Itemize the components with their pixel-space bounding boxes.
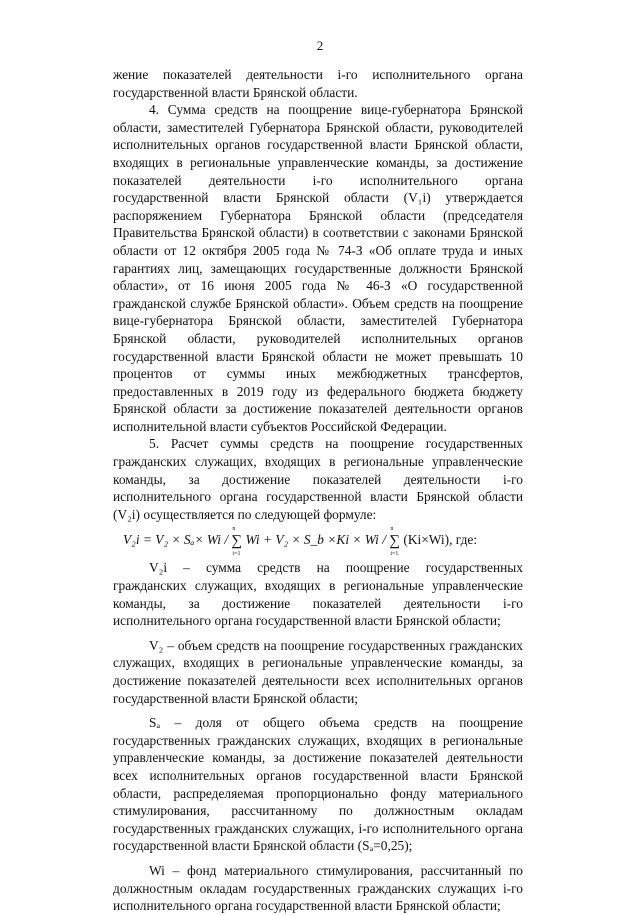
definition-v2i: V₂i – сумма средств на поощрение государственных гражданских служащих, входящих в региональные управленческие команды, за достижение показателей деятельности i-го исполнительного органа государственной власти Брянской области;: [113, 560, 523, 629]
definition-wi: Wi – фонд материального стимулирования, рассчитанный по должностным окладам государственных гражданских служащих i-го исполнительного органа государственной власти Брянской области;: [113, 862, 523, 914]
definition-sa: Sₐ – доля от общего объема средств на поощрение государственных гражданских служащих, входящих в региональные управленческие команды, за достижение показателей деятельности всех исполнительных органов государственной власти Брянской области, распределяемая пропорционально фонду материального стимулирования, рассчитанному по должностным окладам государственных гражданских служащих, i-го исполнительного органа государственной власти Брянской области (Sₐ=0,25);: [113, 715, 523, 854]
formula-part2: Wi + V₂ × S_b ×Ki × Wi /: [245, 532, 386, 548]
paragraph-5: 5. Расчет суммы средств на поощрение государственных гражданских служащих, входящих в региональные управленческие команды, за достижение показателей деятельности i-го исполнительного органа государственной власти Брянской области (V₂i) осуществляется по следующей формуле:: [113, 436, 523, 522]
paragraph-continuation: жение показателей деятельности i-го исполнительного органа государственной власти Брянской области.: [113, 67, 523, 100]
formula: [113, 526, 523, 558]
document-body: [113, 66, 523, 915]
sum-symbol-1: ∑ n i=1: [231, 526, 243, 558]
definition-v2: V₂ – объем средств на поощрение государственных гражданских служащих, входящих в региональные управленческие команды, за достижение показателей деятельности всех исполнительных органов государственной власти Брянской области;: [113, 637, 523, 706]
sum-symbol-2: ∑ n i=1: [389, 526, 401, 558]
paragraph-4: 4. Сумма средств на поощрение вице-губернатора Брянской области, заместителей Губернатора Брянской области, руководителей исполнительных органов государственной власти Брянской области, входящих в региональные управленческие команды, за достижение показателей деятельности i-го исполнительного органа государственной власти Брянской области (V₁i) утверждается распоряжением Губернатора Брянской области (председателя Правительства Брянской области) в соответствии с законами Брянской области от 12 октября 2005 года № 74-З «Об оплате труда и иных гарантиях лиц, замещающих государственные должности Брянской области», от 16 июня 2005 года № 46-З «О государственной гражданской службе Брянской области». Объем средств на поощрение вице-губернатора Брянской области, заместителей Губернатора Брянской области, руководителей исполнительных органов государственной власти Брянской области не может превышать 10 процентов от суммы иных межбюджетных трансфертов, предоставленных в 2019 году из федерального бюджета бюджету Брянской области за достижение показателей деятельности органов исполнительной власти субъектов Российской Федерации.: [113, 102, 523, 434]
formula-part3: (Ki×Wi), где:: [403, 532, 478, 548]
formula-lhs: V₂i = V₂ × Sₐ× Wi /: [123, 532, 229, 548]
page-number: 2: [316, 38, 324, 53]
